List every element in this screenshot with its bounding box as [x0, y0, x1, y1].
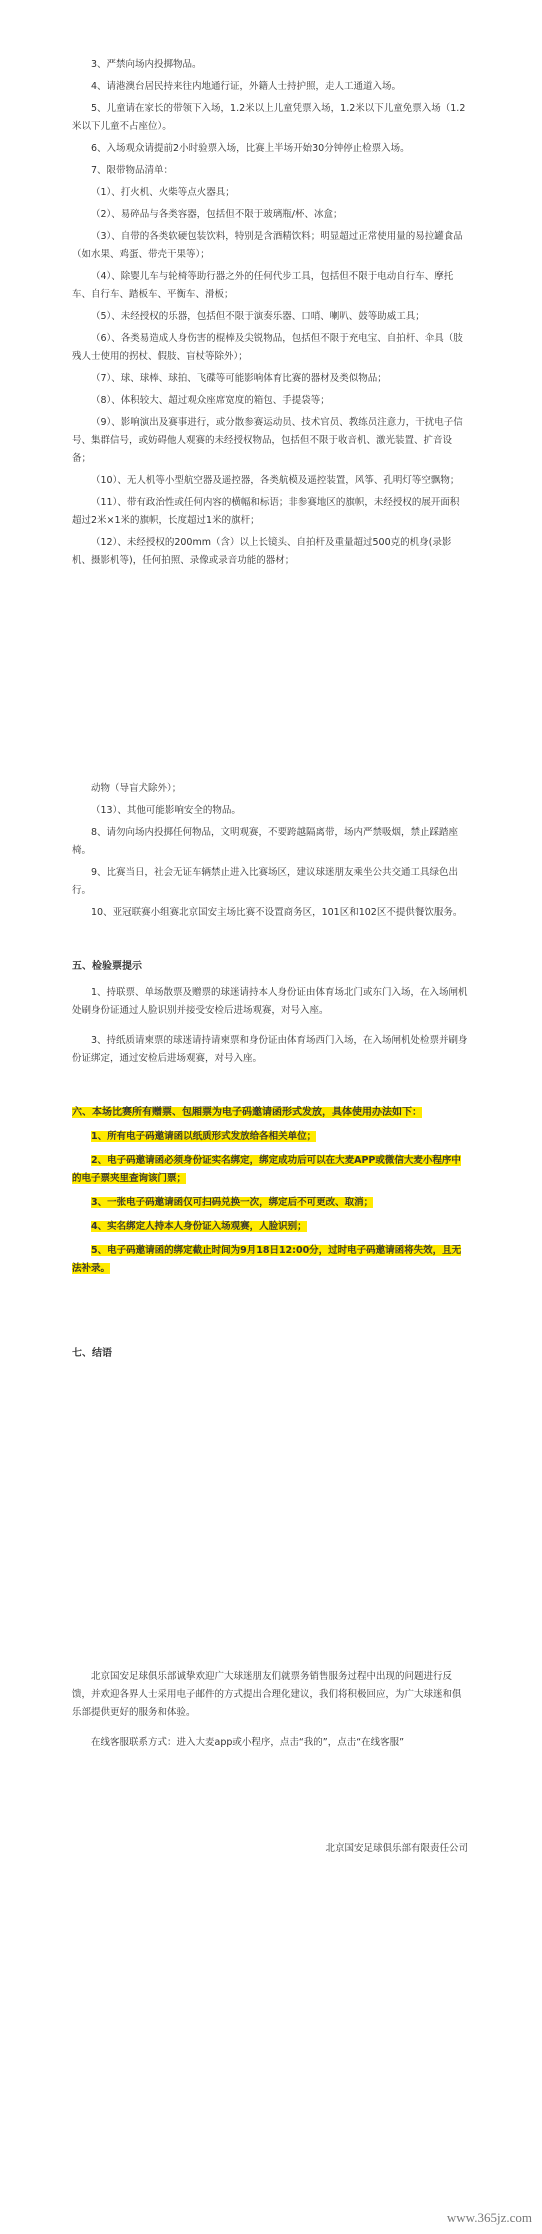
watermark: www.365jz.com	[446, 2210, 532, 2225]
rule-paragraph: （6）、各类易造成人身伤害的棍棒及尖锐物品，包括但不限于充电宝、自拍杆、伞具（肢残人士使用的拐杖、假肢、盲杖等除外）；	[72, 333, 463, 362]
rule-paragraph: （7）、球、球棒、球拍、飞碟等可能影响体育比赛的器材及类似物品；	[91, 373, 387, 384]
rule-paragraph: 8、请勿向场内投掷任何物品，文明观赛，不要跨越隔离带，场内严禁吸烟，禁止踩踏座椅。	[72, 827, 459, 856]
ticket-tip-paragraph: 1、持联票、单场散票及赠票的球迷请持本人身份证由体育场北门或东门入场，在入场闸机处刷身份证通过人脸识别并接受安检后进场观赛，对号入座。	[72, 987, 468, 1016]
section-five-heading: 五、检验票提示	[72, 961, 142, 972]
rule-paragraph: （1）、打火机、火柴等点火器具；	[91, 187, 235, 198]
section-seven-heading: 七、结语	[72, 1348, 112, 1359]
rule-paragraph: （4）、除婴儿车与轮椅等助行器之外的任何代步工具，包括但不限于电动自行车、摩托车、自行车、踏板车、平衡车、滑板；	[72, 271, 454, 300]
section-five	[72, 958, 468, 1080]
rule-paragraph: （10）、无人机等小型航空器及遥控器，各类航模及遥控装置，风筝、孔明灯等空飘物；	[91, 475, 460, 486]
rule-paragraph: 7、限带物品清单：	[91, 165, 174, 176]
section-six-heading-text: 六、本场比赛所有赠票、包厢票为电子码邀请函形式发放，具体使用办法如下：	[72, 1107, 422, 1118]
rule-paragraph: （12）、未经授权的200mm（含）以上长镜头、自拍杆及重量超过500克的机身(录影机、摄影机等)，任何拍照、录像或录音功能的器材；	[72, 537, 452, 566]
invitation-rule-highlighted-text: 2、电子码邀请函必须身份证实名绑定，绑定成功后可以在大麦APP或微信大麦小程序中的电子票夹里查询该门票；	[72, 1155, 461, 1184]
invitation-rule-paragraph	[72, 1242, 468, 1278]
closing-remarks	[72, 1668, 468, 1764]
invitation-rule-paragraph	[72, 1194, 468, 1212]
invitation-rule-paragraph	[72, 1152, 468, 1188]
rule-paragraph: （3）、自带的各类软硬包装饮料，特别是含酒精饮料；明显超过正常使用量的易拉罐食品（如水果、鸡蛋、带壳干果等）；	[72, 231, 463, 260]
section-six	[72, 1104, 468, 1284]
invitation-rule-paragraph	[72, 1128, 468, 1146]
rule-paragraph: 5、儿童请在家长的带领下入场，1.2米以上儿童凭票入场，1.2米以下儿童免票入场（1.2米以下儿童不占座位）。	[72, 103, 466, 132]
rule-paragraph: 3、严禁向场内投掷物品。	[91, 59, 202, 70]
invitation-rule-highlighted-text: 3、一张电子码邀请函仅可扫码兑换一次，绑定后不可更改、取消；	[91, 1197, 374, 1208]
rule-paragraph: （5）、未经授权的乐器，包括但不限于演奏乐器、口哨、喇叭、鼓等助威工具；	[91, 311, 425, 322]
rules-list-continued	[72, 780, 468, 926]
invitation-rule-highlighted-text: 1、所有电子码邀请函以纸质形式发放给各相关单位；	[91, 1131, 317, 1142]
closing-paragraph: 在线客服联系方式：进入大麦app或小程序，点击“我的”，点击“在线客服”	[91, 1737, 405, 1748]
rule-paragraph: （11）、带有政治性或任何内容的横幅和标语；非参赛地区的旗帜，未经授权的展开面积超过2米×1米的旗帜，长度超过1米的旗杆；	[72, 497, 460, 526]
signature: 北京国安足球俱乐部有限责任公司	[325, 1843, 468, 1854]
rule-paragraph: 10、亚冠联赛小组赛北京国安主场比赛不设置商务区，101区和102区不提供餐饮服务。	[91, 907, 463, 918]
invitation-rule-highlighted-text: 5、电子码邀请函的绑定截止时间为9月18日12:00分，过时电子码邀请函将失效，且无法补录。	[72, 1245, 462, 1274]
section-seven	[72, 1345, 468, 1363]
rule-paragraph: 9、比赛当日，社会无证车辆禁止进入比赛场区，建议球迷朋友乘坐公共交通工具绿色出行。	[72, 867, 459, 896]
rules-list-top	[72, 56, 468, 574]
rule-paragraph: （2）、易碎品与各类容器，包括但不限于玻璃瓶/杯、冰盒；	[91, 209, 343, 220]
section-six-heading	[72, 1104, 468, 1122]
invitation-rule-highlighted-text: 4、实名绑定人持本人身份证入场观赛，人脸识别；	[91, 1221, 307, 1232]
rule-paragraph: 6、入场观众请提前2小时验票入场，比赛上半场开始30分钟停止检票入场。	[91, 143, 410, 154]
invitation-rule-paragraph	[72, 1218, 468, 1236]
section-six-list	[72, 1128, 468, 1278]
section-five-list	[72, 984, 468, 1068]
rule-paragraph: 动物（导盲犬除外）；	[91, 783, 182, 794]
rule-paragraph: 4、请港澳台居民持来往内地通行证，外籍人士持护照，走人工通道入场。	[91, 81, 402, 92]
rule-paragraph: （9）、影响演出及赛事进行，或分散参赛运动员、技术官员、教练员注意力，干扰电子信号、集群信号，或妨碍他人观赛的未经授权物品，包括但不限于收音机、激光装置、扩音设备；	[72, 417, 463, 464]
rule-paragraph: （13）、其他可能影响安全的物品。	[91, 805, 241, 816]
rule-paragraph: （8）、体积较大、超过观众座席宽度的箱包、手提袋等；	[91, 395, 330, 406]
ticket-tip-paragraph: 3、持纸质请柬票的球迷请持请柬票和身份证由体育场西门入场，在入场闸机处检票并刷身份证绑定，通过安检后进场观赛，对号入座。	[72, 1035, 468, 1064]
document-page	[72, 0, 468, 2234]
closing-paragraph: 北京国安足球俱乐部诚挚欢迎广大球迷朋友们就票务销售服务过程中出现的问题进行反馈，并欢迎各界人士采用电子邮件的方式提出合理化建议，我们将积极回应，为广大球迷和俱乐部提供更好的服务和体验。	[72, 1671, 462, 1718]
